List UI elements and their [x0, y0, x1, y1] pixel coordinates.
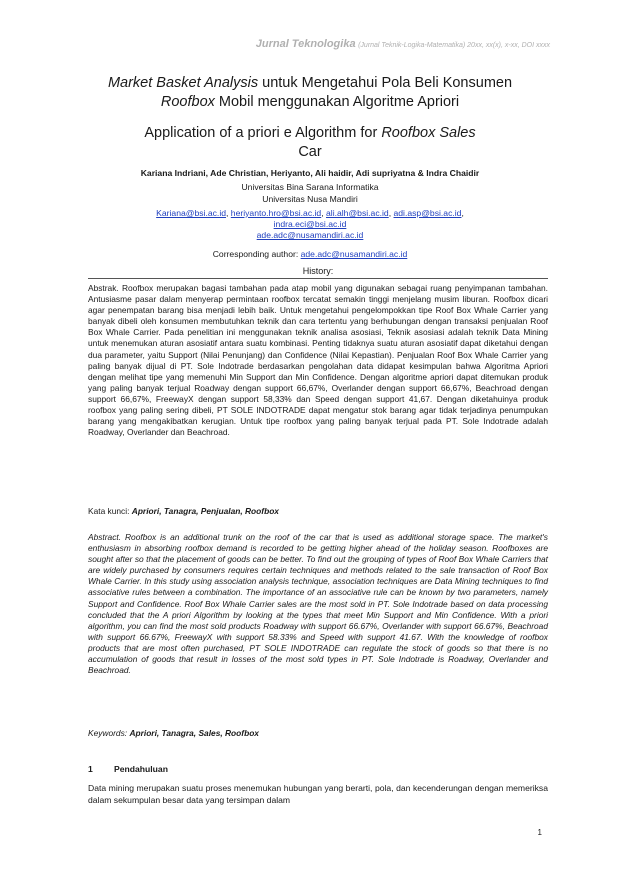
- keywords-indonesian: [88, 506, 548, 516]
- affiliation-2-text: Universitas Nusa Mandiri: [262, 194, 358, 204]
- section-number: 1: [88, 764, 93, 774]
- title-english: [60, 124, 560, 162]
- journal-citation: (Jurnal Teknik-Logika-Matematika) 20xx, xx(x), x-xx, DOI xxxx: [358, 42, 550, 49]
- affiliation-1: [60, 182, 560, 193]
- abstract-indonesian: [88, 283, 548, 438]
- title-en-part1: Application of a priori e Algorithm for: [144, 125, 382, 141]
- abstract-en-label: Abstract.: [88, 532, 122, 542]
- title-id-part3: Roofbox: [160, 94, 215, 110]
- corresponding-email-link[interactable]: ade.adc@nusamandiri.ac.id: [300, 249, 408, 259]
- title-id-part4: Mobil menggunakan Algoritme Apriori: [214, 94, 460, 110]
- email-link[interactable]: heriyanto.hro@bsi.ac.id: [230, 208, 322, 218]
- section-heading: [88, 764, 168, 774]
- author-list: Kariana Indriani, Ade Christian, Heriyanto, Ali haidir, Adi supriyatna & Indra Chaidir: [140, 168, 480, 178]
- title-indonesian: [60, 74, 560, 112]
- abstract-text: Roofbox merupakan bagasi tambahan pada atap mobil yang digunakan sebagai ruang penyimpanan tambahan. Antusiasme pasar dalam menyerap permintaan roofbox tercatat semakin tinggi menjelang musim liburan. Roofbox dicari agar penempatan barang bisa menjadi lebih baik. Untuk mengetahui pengelompokkan tipe Roof Box Whale Carrier yang banyak dibeli oleh konsumen membutuhkan teknik dan cara tertentu yang berhubungan dengan transaksi penjualan Roof Box Whale Carrier. Pada penelitian ini menggunakan teknik analisa asosiasi, Teknik asosiasi adalah teknik Data Mining untuk menemukan aturan asosiatif antara suatu kombinasi. Penting tidaknya suatu aturan asosiatif dapat diketahui dengan dua parameter, yaitu Support (Nilai Penunjang) dan Confidence (Nilai Kepastian). Penjualan Roof Box Whale Carrier yang paling banyak dijual di PT. Sole Indotrade berdasarkan pengolahan data didapat kesimpulan bahwa Algoritma Apriori dengan melihat tipe yang memenuhi Min Support dan Min Confidence. Dengan algoritme apriori dapat ditemukan produk yang paling banyak terjual Roadway dengan support 66,67%, Overlander dengan support 66,67%, Beachroad dengan support 66,67%, FreewayX dengan support 58,33% dan Speed dengan support 41,67. Dengan diketahuinya produk roofbox yang paling sering dibeli, PT SOLE INDOTRADE dapat mengatur stok barang agar tidak terjadinya penumpukan barang yang mengakibatkan kerugian. Untuk tipe roofbox yang paling banyak terjual pada PT. Sole Indotrade adalah Roadway, Overlander dan Beachroad.: [88, 283, 549, 438]
- corresponding-author: [60, 249, 560, 259]
- page-number: 1: [537, 828, 542, 837]
- body-paragraph: Data mining merupakan suatu proses menemukan hubungan yang berarti, pola, dan kecenderungan dengan memeriksa dalam sekumpulan besar data yang tersimpan dalam: [88, 783, 548, 805]
- keywords-id-text: Apriori, Tanagra, Penjualan, Roofbox: [131, 506, 279, 516]
- abstract-label: Abstrak.: [88, 283, 119, 293]
- email-link[interactable]: indra.eci@bsi.ac.id: [273, 219, 347, 229]
- email-link[interactable]: adi.asp@bsi.ac.id: [393, 208, 462, 218]
- email-link[interactable]: Kariana@bsi.ac.id: [156, 208, 227, 218]
- keywords-en-label: Keywords:: [88, 728, 130, 738]
- affiliation-2: [60, 194, 560, 205]
- title-id-part2: untuk Mengetahui Pola Beli Konsumen: [258, 75, 513, 91]
- email-link[interactable]: ali.alh@bsi.ac.id: [326, 208, 389, 218]
- affiliation-1-text: Universitas Bina Sarana Informatika: [241, 182, 379, 192]
- title-id-part1: Market Basket Analysis: [107, 75, 259, 91]
- keywords-english: [88, 728, 548, 738]
- author-emails: Kariana@bsi.ac.id, heriyanto.hro@bsi.ac.id, ali.alh@bsi.ac.id, adi.asp@bsi.ac.id, indra.eci@bsi.ac.id ade.adc@nusamandiri.ac.id: [156, 208, 464, 240]
- abstract-en-text: Roofbox is an additional trunk on the roof of the car that is used as additional storage space. The market's enthusiasm in absorbing roofbox demand is recorded to be getting higher ahead of the holiday season. Roofboxes are sought after so that the placement of goods can be better. To find out the grouping of types of Roof Box Whale Carriers that are widely purchased by consumers requires certain techniques and methods related to the sale transaction of Roof Box Whale Carrier. In this study using association analysis technique, association techniques are Data Mining techniques to find associative rules between a combination. The importance of an associative rule can be known by two parameters, namely Support and Confidence. Roof Box Whale Carrier sales are the most sold in PT. Sole Indotrade based on data processing concluded that the A priori Algorithm by looking at the types that meet Min Support and Min Confidence. With a priori algorithm, you can find the most sold products Roadway with support 66.67%, Overlander with support 66.67%, Beachroad with support 66.67%, FreewayX with support 58.33% and Speed with support 41.67. With the knowledge of roofbox products that are most often purchased, PT SOLE INDOTRADE can regulate the stock of goods so that there is no accumulation of goods that result in losses of the most sold types in PT. Sole Indotrade is Roadway, Overlander and Beachroad.: [88, 532, 548, 676]
- title-en-part3: Car: [298, 144, 322, 160]
- keywords-en-text: Apriori, Tanagra, Sales, Roofbox: [129, 728, 259, 738]
- section-title: Pendahuluan: [114, 764, 168, 774]
- running-head: [256, 38, 550, 50]
- journal-name: Jurnal Teknologika: [255, 38, 356, 50]
- abstract-english: [88, 532, 548, 676]
- email-link[interactable]: ade.adc@nusamandiri.ac.id: [256, 230, 364, 240]
- corresponding-label: Corresponding author:: [212, 249, 301, 259]
- history-heading: History:: [88, 266, 548, 279]
- keywords-id-label: Kata kunci:: [88, 506, 132, 516]
- title-en-part2: Roofbox Sales: [381, 125, 476, 141]
